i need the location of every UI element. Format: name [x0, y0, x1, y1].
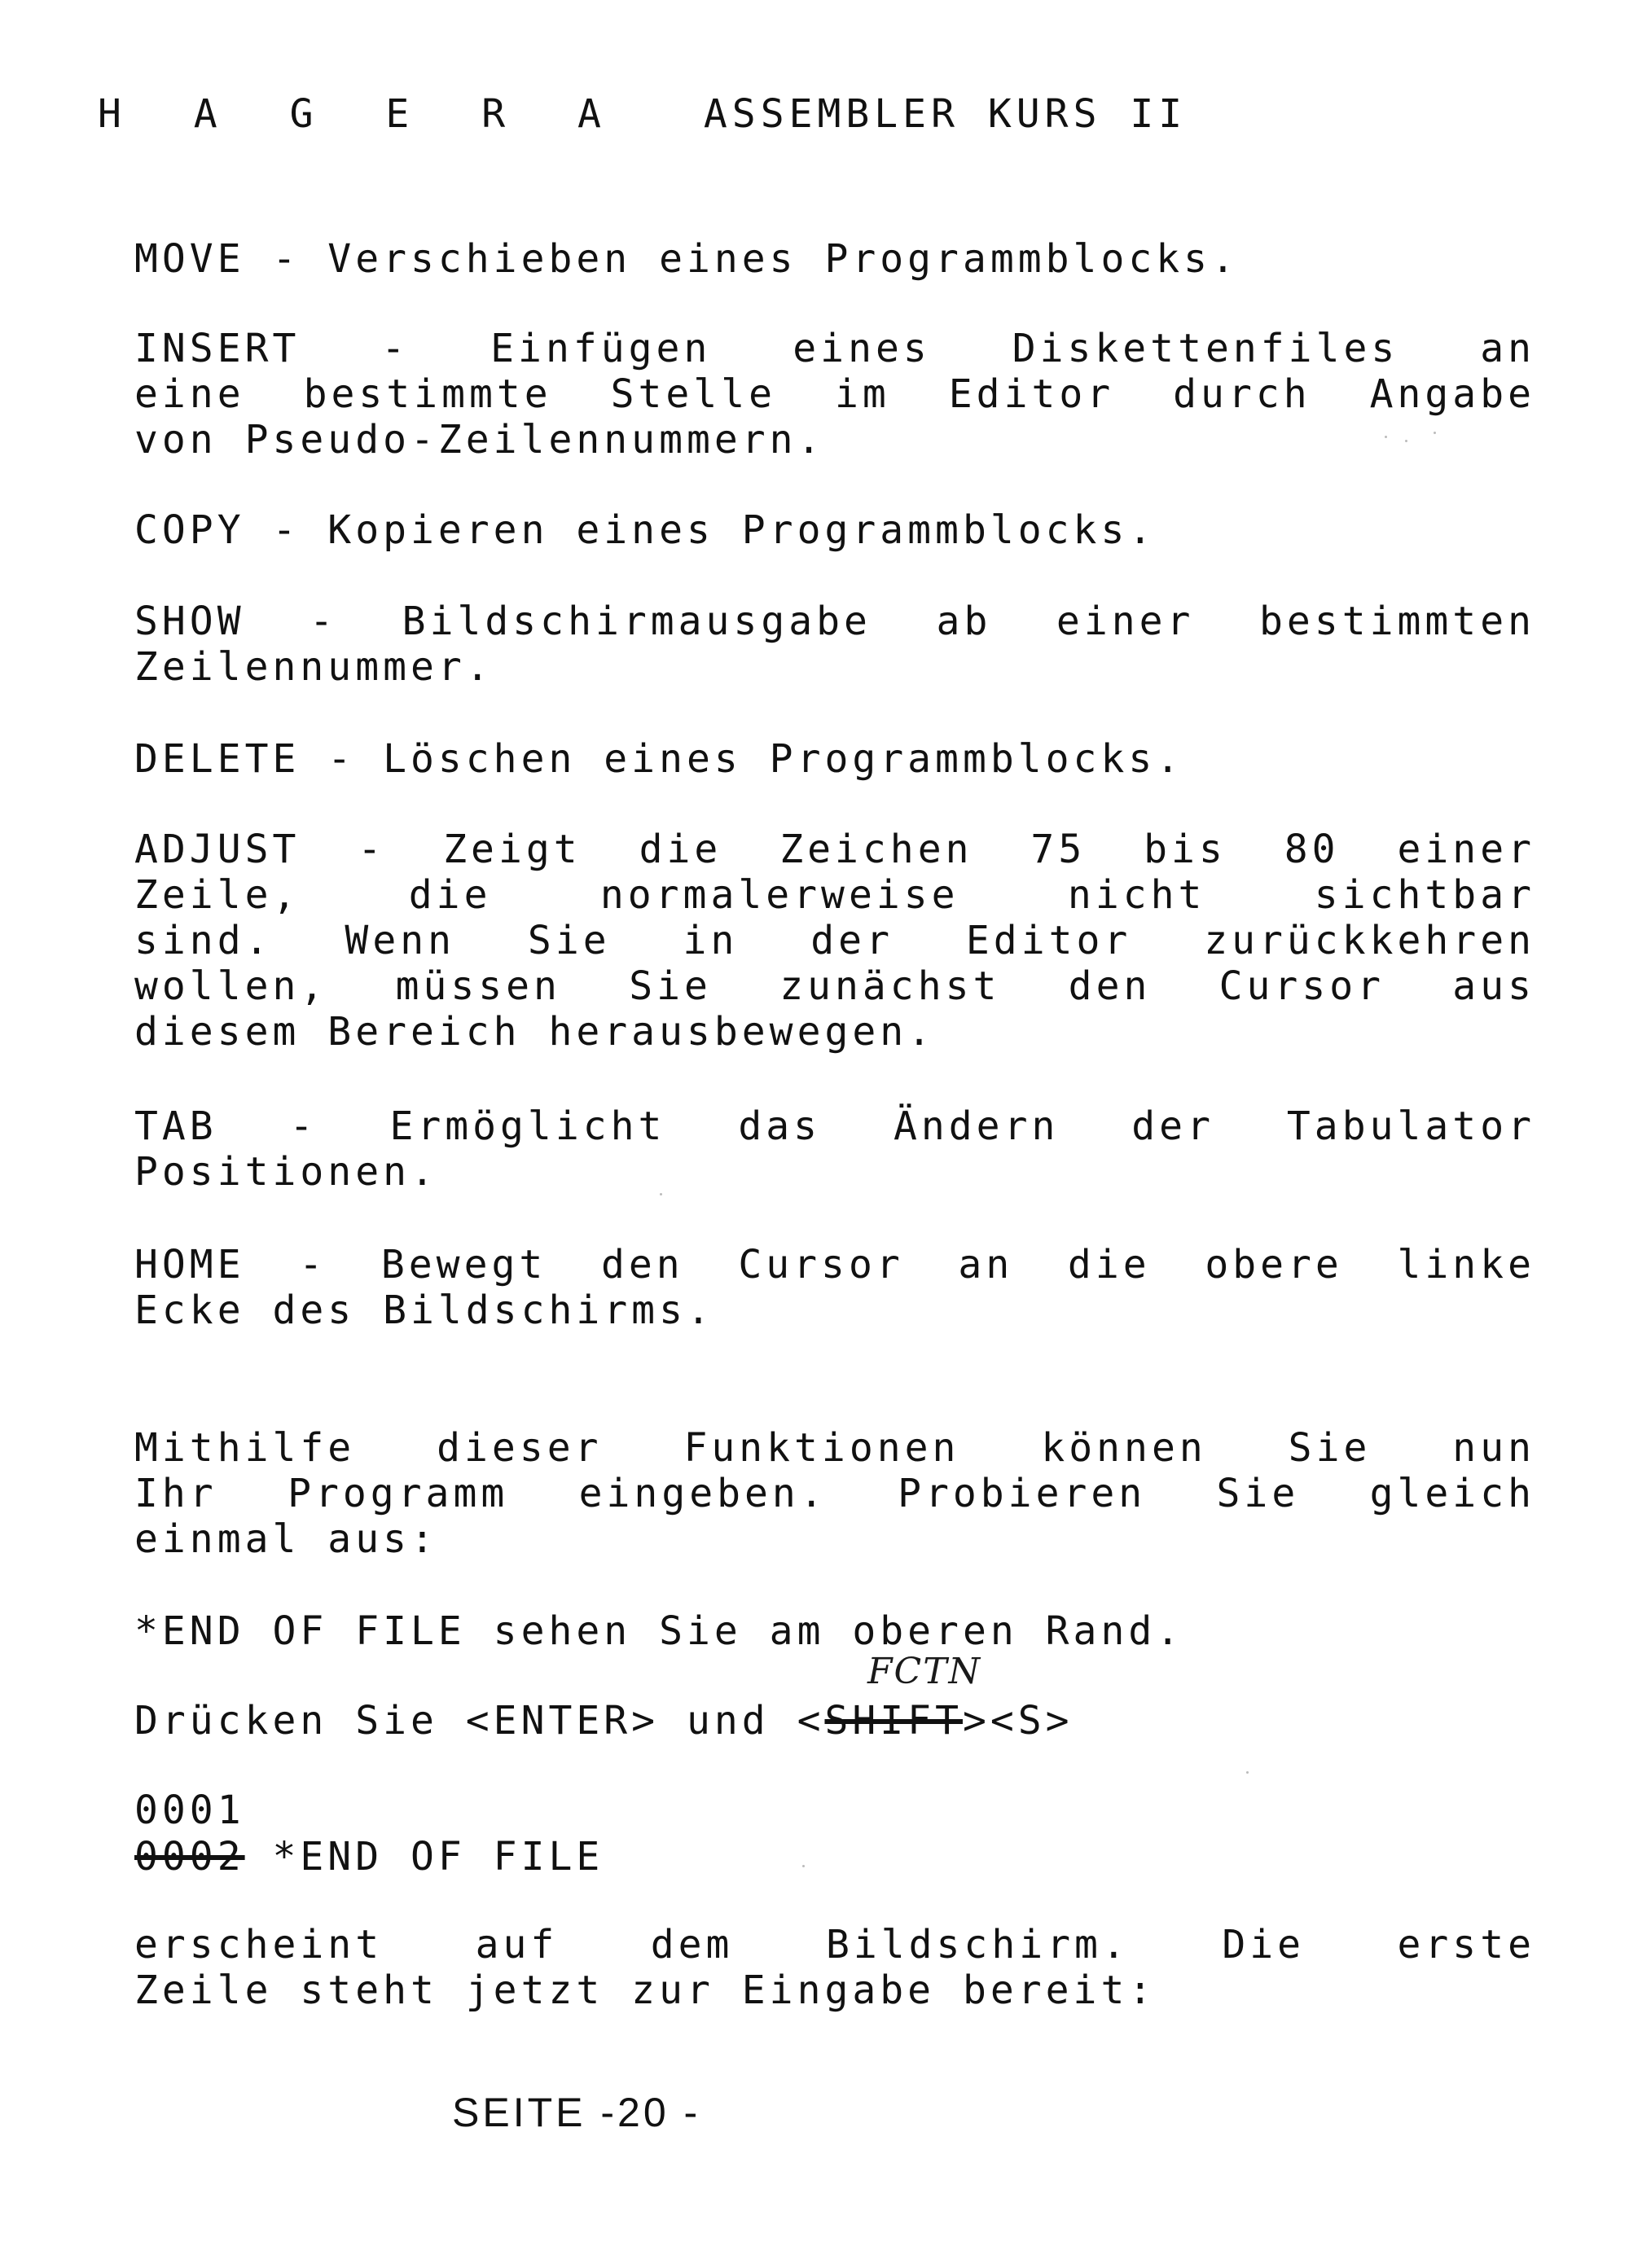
closing-paragraph [134, 1922, 1535, 2013]
scan-speck [1405, 440, 1407, 442]
command-adjust [134, 827, 1535, 1055]
command-home [134, 1242, 1535, 1333]
text-line: Ihr Programm eingeben. Probieren Sie gleich [134, 1471, 1535, 1516]
text-line: sind. Wenn Sie in der Editor zurückkehren [134, 918, 1535, 963]
header-title: ASSEMBLER KURS II [703, 91, 1188, 137]
text-line: diesem Bereich herausbewegen. [134, 1009, 936, 1055]
text-line: Positionen. [134, 1149, 438, 1195]
text-line: HOME - Bewegt den Cursor an die obere linke [134, 1242, 1535, 1288]
text-line: SHOW - Bildschirmausgabe ab einer bestimmten [134, 599, 1535, 644]
text-line: von Pseudo-Zeilennummern. [134, 417, 825, 463]
command-show [134, 599, 1535, 690]
command-delete [134, 736, 1535, 782]
text-line: Zeile, die normalerweise nicht sichtbar [134, 872, 1535, 918]
text-line: einmal aus: [134, 1516, 438, 1562]
press-prefix: Drücken Sie <ENTER> und < [134, 1698, 825, 1744]
struck-line-number: 0002 [134, 1834, 245, 1880]
scan-speck [1434, 432, 1436, 434]
text-line: Ecke des Bildschirms. [134, 1288, 714, 1333]
text-line: COPY - Kopieren eines Programmblocks. [134, 507, 1157, 553]
screen-line-1: 0001 [134, 1788, 245, 1833]
screen-line-text: *END OF FILE [244, 1834, 604, 1880]
command-copy [134, 507, 1535, 553]
text-line: erscheint auf dem Bildschirm. Die erste [134, 1922, 1535, 1968]
scan-speck [802, 1865, 805, 1867]
press-suffix: ><S> [962, 1698, 1074, 1744]
handwritten-note: FCTN [867, 1651, 982, 1692]
text-line: MOVE - Verschieben eines Programmblocks. [134, 236, 1239, 282]
command-tab [134, 1103, 1535, 1195]
struck-key: SHIFT [824, 1698, 963, 1744]
text-line: ADJUST - Zeigt die Zeichen 75 bis 80 einer [134, 827, 1535, 872]
eof-line: *END OF FILE sehen Sie am oberen Rand. [134, 1608, 1184, 1654]
text-line: INSERT - Einfügen eines Diskettenfiles an [134, 326, 1535, 371]
text-line: wollen, müssen Sie zunächst den Cursor aus [134, 963, 1535, 1009]
intro-paragraph [134, 1425, 1535, 1562]
text-line: Mithilfe dieser Funktionen können Sie nun [134, 1425, 1535, 1471]
press-line [134, 1698, 1074, 1744]
scan-speck [660, 1193, 662, 1195]
command-move [134, 236, 1535, 282]
header-brand: H A G E R A [98, 91, 626, 137]
screen-line-2 [134, 1834, 604, 1880]
scan-speck [1385, 436, 1387, 438]
text-line: eine bestimmte Stelle im Editor durch Angabe [134, 371, 1535, 417]
text-line: Zeilennummer. [134, 644, 494, 690]
text-line: Zeile steht jetzt zur Eingabe bereit: [134, 1968, 1157, 2013]
text-line: DELETE - Löschen eines Programmblocks. [134, 736, 1184, 782]
command-insert [134, 326, 1535, 463]
text-line: TAB - Ermöglicht das Ändern der Tabulator [134, 1103, 1535, 1149]
page-header [98, 91, 1187, 137]
page-footer: SEITE -20 - [452, 2090, 701, 2135]
scan-speck [1246, 1771, 1249, 1774]
